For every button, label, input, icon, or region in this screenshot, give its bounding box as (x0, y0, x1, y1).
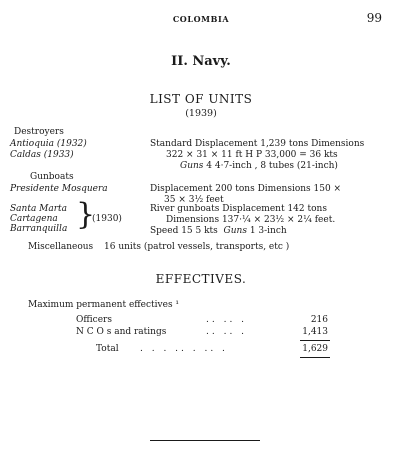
page-number: 99 (366, 11, 382, 25)
effectives-row-value-ncos: 1,413 (302, 327, 328, 337)
destroyers-line-1: Standard Displacement 1,239 tons Dimensions (150, 139, 365, 149)
section-title: II. Navy. (171, 54, 231, 69)
river-ship-santa-marta: Santa Marta (10, 204, 68, 214)
river-speed: Speed 15 5 kts (150, 226, 218, 236)
destroyers-guns-label: Guns (180, 161, 204, 171)
gunboats-line-2: 35 × 3½ feet (164, 195, 224, 205)
effectives-row-label-total: Total (96, 344, 119, 354)
destroyer-ship-caldas: Caldas (1933) (10, 150, 74, 160)
destroyers-guns-text: 4 4·7-inch , 8 tubes (21-inch) (206, 161, 338, 171)
destroyers-label: Destroyers (14, 127, 64, 137)
destroyers-line-3 (180, 161, 338, 171)
effectives-heading: EFFECTIVES. (155, 272, 247, 286)
effectives-row-value-officers: 216 (310, 315, 328, 325)
destroyer-ship-antioquia: Antioquia (1932) (10, 139, 87, 149)
river-ship-barranquilla: Barranquilla (10, 224, 68, 234)
sum-rule (300, 340, 330, 341)
river-guns-label: Guns (223, 226, 247, 236)
effectives-row-leaders-total: . . . .. . .. . (140, 344, 228, 354)
gunboats-line-1: Displacement 200 tons Dimensions 150 × (150, 184, 342, 194)
effectives-row-label-officers: Officers (76, 315, 112, 325)
river-guns-text: 1 3-inch (249, 226, 287, 236)
list-of-units-year: (1939) (185, 108, 217, 119)
effectives-subheading: Maximum permanent effectives ¹ (28, 300, 180, 310)
effectives-row-leaders-officers: .. .. . (206, 315, 248, 325)
river-line-3 (150, 226, 287, 236)
river-ship-cartagena: Cartagena (10, 214, 58, 224)
effectives-row-leaders-ncos: .. .. . (206, 327, 248, 337)
total-rule (300, 357, 330, 358)
gunboats-label: Gunboats (30, 172, 74, 182)
footnote-rule (150, 440, 260, 441)
river-year: (1930) (92, 214, 122, 224)
running-header: COLOMBIA (172, 14, 230, 24)
effectives-row-label-ncos: N C O s and ratings (76, 327, 167, 337)
river-brace-icon: } (76, 197, 96, 232)
list-of-units-heading: LIST OF UNITS (149, 92, 253, 106)
misc-label: Miscellaneous (28, 242, 94, 252)
river-line-1: River gunboats Displacement 142 tons (150, 204, 327, 214)
destroyers-line-2: 322 × 31 × 11 ft H P 33,000 = 36 kts (166, 150, 338, 160)
river-line-2: Dimensions 137·¼ × 23½ × 2¼ feet. (166, 215, 336, 225)
effectives-row-value-total: 1,629 (302, 344, 328, 354)
gunboat-ship-presidente-mosquera: Presidente Mosquera (10, 184, 108, 194)
misc-text: 16 units (patrol vessels, transports, etc ) (104, 242, 290, 252)
